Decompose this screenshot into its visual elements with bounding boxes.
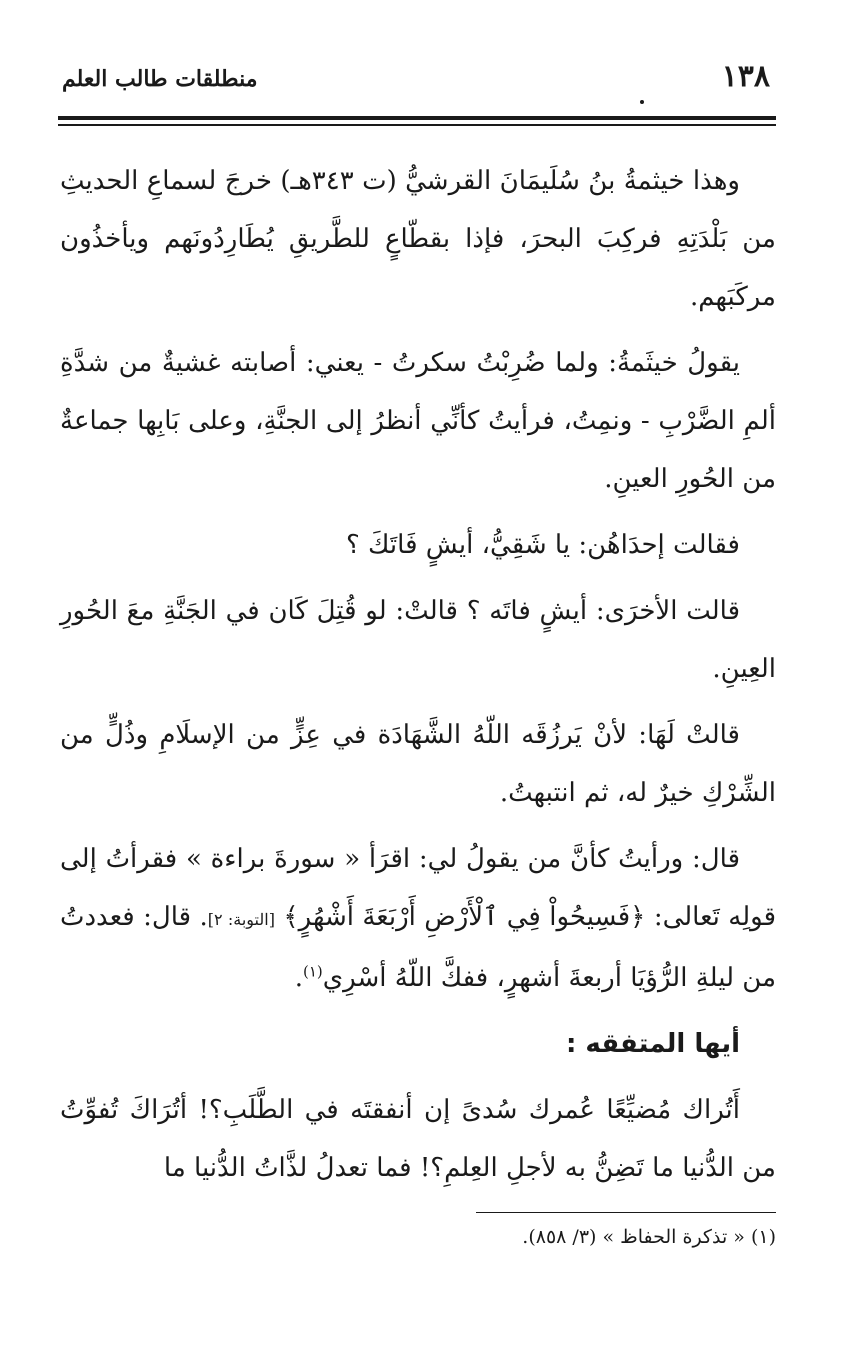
verse-reference: [التوبة: ٢] xyxy=(207,910,275,929)
footnote-rule xyxy=(476,1212,776,1213)
page-number: ١٣٨ xyxy=(721,59,770,94)
header-rule-thin xyxy=(58,124,776,126)
paragraph-1: وهذا خيثمةُ بنُ سُلَيمَانَ القرشيُّ (ت ٣٤٣هـ) خرجَ لسماعِ الحديثِ من بَلْدَتِهِ فركِبَ البحرَ، فإذا بقطّاعٍ للطَّريقِ يُطَارِدُونَهم ويأخذُون مركَبَهم. xyxy=(60,166,776,312)
ink-dot xyxy=(640,100,644,104)
paragraph-4: قالت الأخرَى: أيشٍ فاتَه ؟ قالتْ: لو قُتِلَ كَان في الجَنَّةِ معَ الحُورِ العِينِ. xyxy=(60,596,776,684)
paragraph-6 xyxy=(60,830,776,1007)
running-title: منطلقات طالب العلم xyxy=(62,66,258,92)
paragraph-end: . xyxy=(294,963,303,993)
text-after-verse: . قال: فعددتُ من ليلةِ الرُّؤيَا أربعةَ أشهرٍ، ففكَّ اللّهُ أسْرِي xyxy=(60,902,776,993)
paragraph-2: يقولُ خيثَمةُ: ولما ضُرِبْتُ سكرتُ - يعني: أصابته غشيةٌ من شدَّةِ ألمِ الضَّرْبِ - ونمِتُ، فرأيتُ كأنِّي أنظرُ إلى الجنَّةِ، وعلى بَابِها جماعةٌ من الحُورِ العينِ. xyxy=(60,348,776,494)
quran-verse: ﴿فَسِيحُواْ فِي ٱلْأَرْضِ أَرْبَعَةَ أَشْهُرٍ﴾ xyxy=(283,902,646,932)
closing-paragraph: أَتُراك مُضيِّعًا عُمرك سُدىً إن أنفقتَه في الطَّلَبِ؟! أتُرَاكَ تُفوِّتُ من الدُّنيا ما تَضِنُّ به لأجلِ العِلمِ؟! فما تعدلُ لذَّاتُ الدُّنيا ما xyxy=(60,1095,776,1183)
section-heading: أيها المتفقه : xyxy=(565,1029,740,1059)
paragraph-3: فقالت إحدَاهُن: يا شَقِيُّ، أيشٍ فَاتَكَ ؟ xyxy=(345,530,740,560)
paragraph-5: قالتْ لَهَا: لأنْ يَرزُقَه اللّهُ الشَّهَادَة في عِزٍّ من الإسلَامِ وذُلٍّ من الشِّرْكِ خيرٌ له، ثم انتبهتُ. xyxy=(60,720,776,808)
header-rule-thick xyxy=(58,116,776,120)
footnote: (١) « تذكرة الحفاظ » (٣/ ٨٥٨). xyxy=(522,1226,776,1248)
body-text xyxy=(60,152,776,1205)
page-header xyxy=(62,59,774,106)
footnote-marker: (١) xyxy=(303,962,323,981)
text-before-verse: قال: ورأيتُ كأنَّ من يقولُ لي: اقرَأ « سورةَ براءة » فقرأتُ إلى قولِه تَعالى: xyxy=(60,844,777,932)
